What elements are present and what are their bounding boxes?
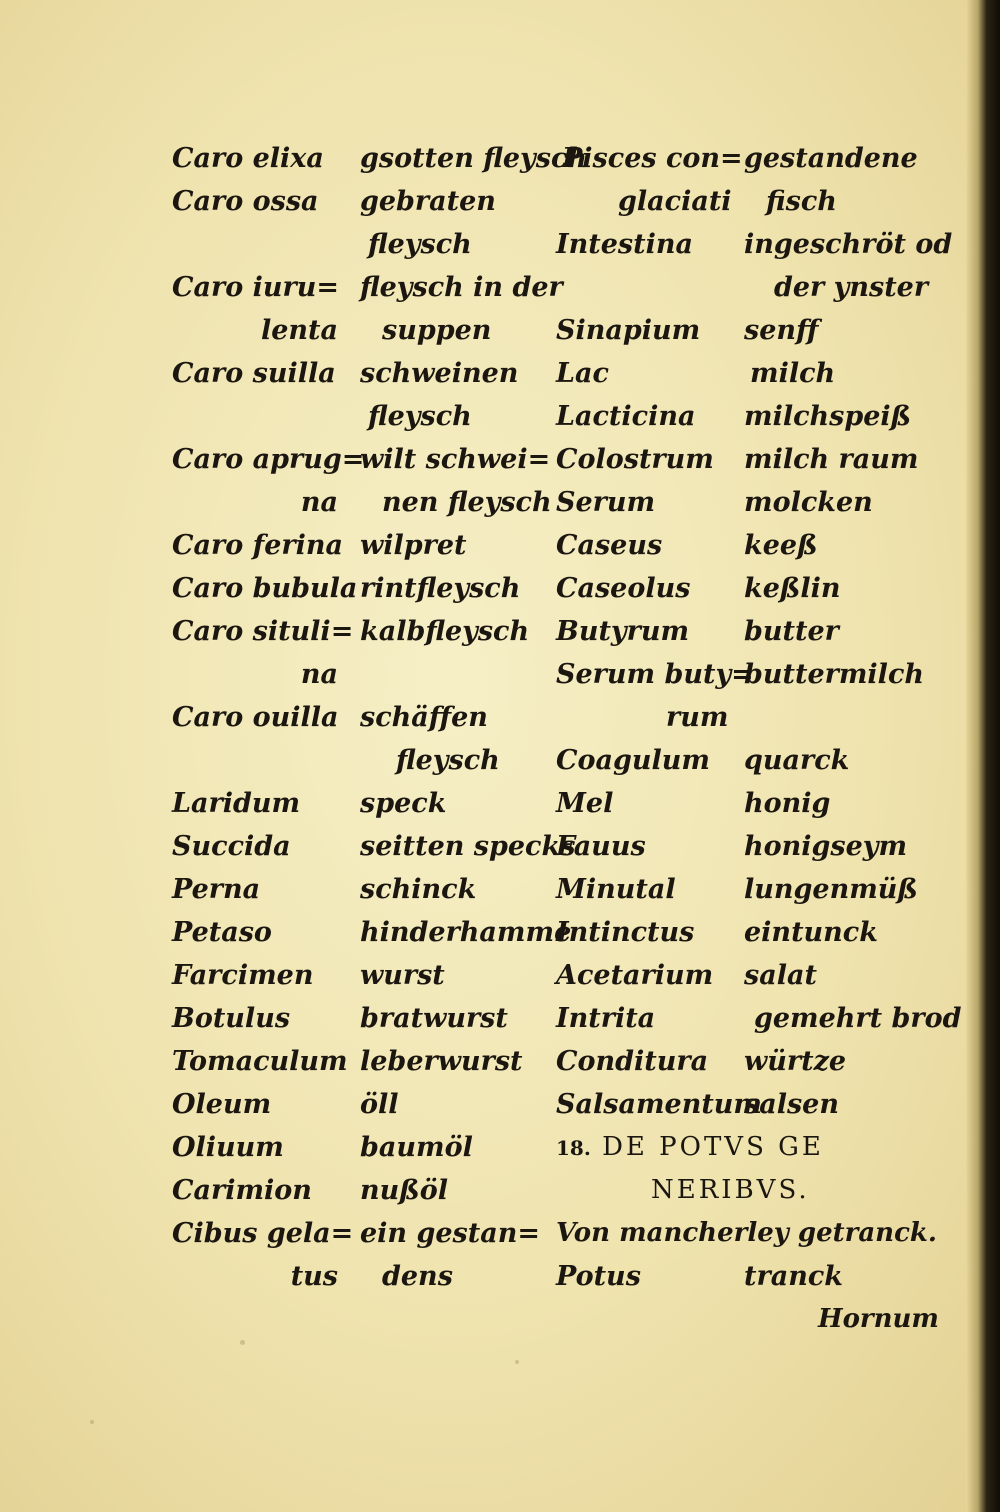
german-term [744,696,944,739]
latin-term: Conditura [556,1046,709,1077]
german-term: wurst [360,960,445,991]
german-term: fleysch [368,401,472,432]
latin-term: Colostrum [556,444,714,475]
latin-term: Oleum [172,1089,272,1120]
german-term [744,1126,944,1169]
latin-term: Caseolus [556,573,691,604]
german-term: der ynster [774,272,929,303]
latin-term: Pisces con= [562,143,743,174]
german-term: wilpret [360,530,467,561]
latin-term: Minutal [556,874,676,905]
german-term: buttermilch [744,659,925,690]
german-term: wilt schwei= [360,444,551,475]
latin-term: Caro suilla [172,358,336,389]
latin-term: Mel [556,788,614,819]
german-term: fleysch [368,229,472,260]
latin-term: Caro aprug= [172,444,365,475]
latin-term: Lacticina [556,401,696,432]
latin-term: Petaso [172,917,272,948]
latin-term: Sinapium [556,315,701,346]
latin-term [172,395,352,438]
german-term: dens [382,1261,453,1292]
section-title-part-1: DE POTVS GE [602,1132,824,1162]
german-term: fisch [766,186,837,217]
latin-term: Intrita [556,1003,656,1034]
german-term: würtze [744,1046,847,1077]
german-term: fleysch [396,745,500,776]
german-term: salsen [744,1089,839,1120]
german-term: nen fleysch [382,487,552,518]
latin-term: Caro ossa [172,186,319,217]
german-term: öll [360,1089,399,1120]
latin-term: Salsamentum [556,1089,762,1120]
latin-term: Serum buty= [556,659,754,690]
german-term: keeß [744,530,818,561]
latin-term: Butyrum [556,616,690,647]
latin-term: Succida [172,831,291,862]
latin-term: Carimion [172,1175,312,1206]
german-term: lungenmüß [744,874,918,905]
latin-term: na [300,659,338,690]
german-term: gsotten fleysch [360,143,588,174]
latin-term: Caro ouilla [172,702,339,733]
german-term [360,653,560,696]
german-term: gestandene [744,143,918,174]
german-term: leberwurst [360,1046,523,1077]
german-term: milchspeiß [744,401,912,432]
german-term: senff [744,315,819,346]
latin-term: Caro situli= [172,616,354,647]
german-term: suppen [382,315,492,346]
latin-term: glaciati [618,186,732,217]
german-term: salat [744,960,817,991]
german-term: ingeschröt od [744,229,953,260]
section-number: 18. [556,1136,591,1160]
latin-term: tus [290,1261,338,1292]
german-term: hinderhamme [360,917,572,948]
latin-term [556,266,746,309]
latin-term: Fauus [556,831,646,862]
latin-term: Caro ferina [172,530,344,561]
german-term: nußöl [360,1175,449,1206]
latin-term: Intestina [556,229,693,260]
german-term [744,1169,944,1212]
latin-term: Oliuum [172,1132,284,1163]
german-term: ein gestan= [360,1218,540,1249]
latin-term: lenta [260,315,338,346]
latin-term: Potus [556,1261,641,1292]
german-term: tranck [744,1261,843,1292]
latin-term: Perna [172,874,261,905]
latin-term: Acetarium [556,960,714,991]
latin-term: Botulus [172,1003,291,1034]
latin-term [172,223,352,266]
german-term: bratwurst [360,1003,508,1034]
german-term: eintunck [744,917,878,948]
german-term: butter [744,616,839,647]
catchword: Hornum [818,1304,939,1334]
german-column-right [744,137,962,1298]
latin-column-left [172,137,365,1298]
german-term: rintfleysch [360,573,521,604]
latin-term: Lac [556,358,609,389]
latin-term: Caro iuru= [172,272,339,303]
latin-term: Caro bubula [172,573,358,604]
german-term: schäffen [360,702,488,733]
latin-term [172,739,352,782]
latin-term: Intinctus [556,917,695,948]
latin-term: Cibus gela= [172,1218,354,1249]
german-term: keßlin [744,573,841,604]
latin-term: Serum [556,487,656,518]
latin-term: Coagulum [556,745,710,776]
german-term: molcken [744,487,873,518]
german-term: honigseym [744,831,908,862]
latin-term: Caseus [556,530,663,561]
german-term: speck [360,788,447,819]
section-heading-line-1 [556,1126,824,1169]
german-term: seitten specks [360,831,576,862]
german-term: milch [750,358,836,389]
german-term: schinck [360,874,477,905]
german-term: milch raum [744,444,919,475]
german-term: gemehrt brod [754,1003,962,1034]
german-term: baumöl [360,1132,473,1163]
section-subtitle: Von mancherley getranck. [556,1218,937,1248]
latin-term: Caro elixa [172,143,324,174]
section-title-part-2: NERIBVS. [651,1175,810,1205]
german-term [744,1212,944,1255]
latin-term: Farcimen [172,960,314,991]
german-term: schweinen [360,358,519,389]
german-term: gebraten [360,186,496,217]
german-term: honig [744,788,831,819]
german-term: fleysch in der [360,272,563,303]
latin-term: Tomaculum [172,1046,348,1077]
german-term: quarck [744,745,850,776]
latin-term: na [300,487,338,518]
german-term: kalbfleysch [360,616,530,647]
latin-term: Laridum [172,788,301,819]
latin-term: rum [666,702,729,733]
